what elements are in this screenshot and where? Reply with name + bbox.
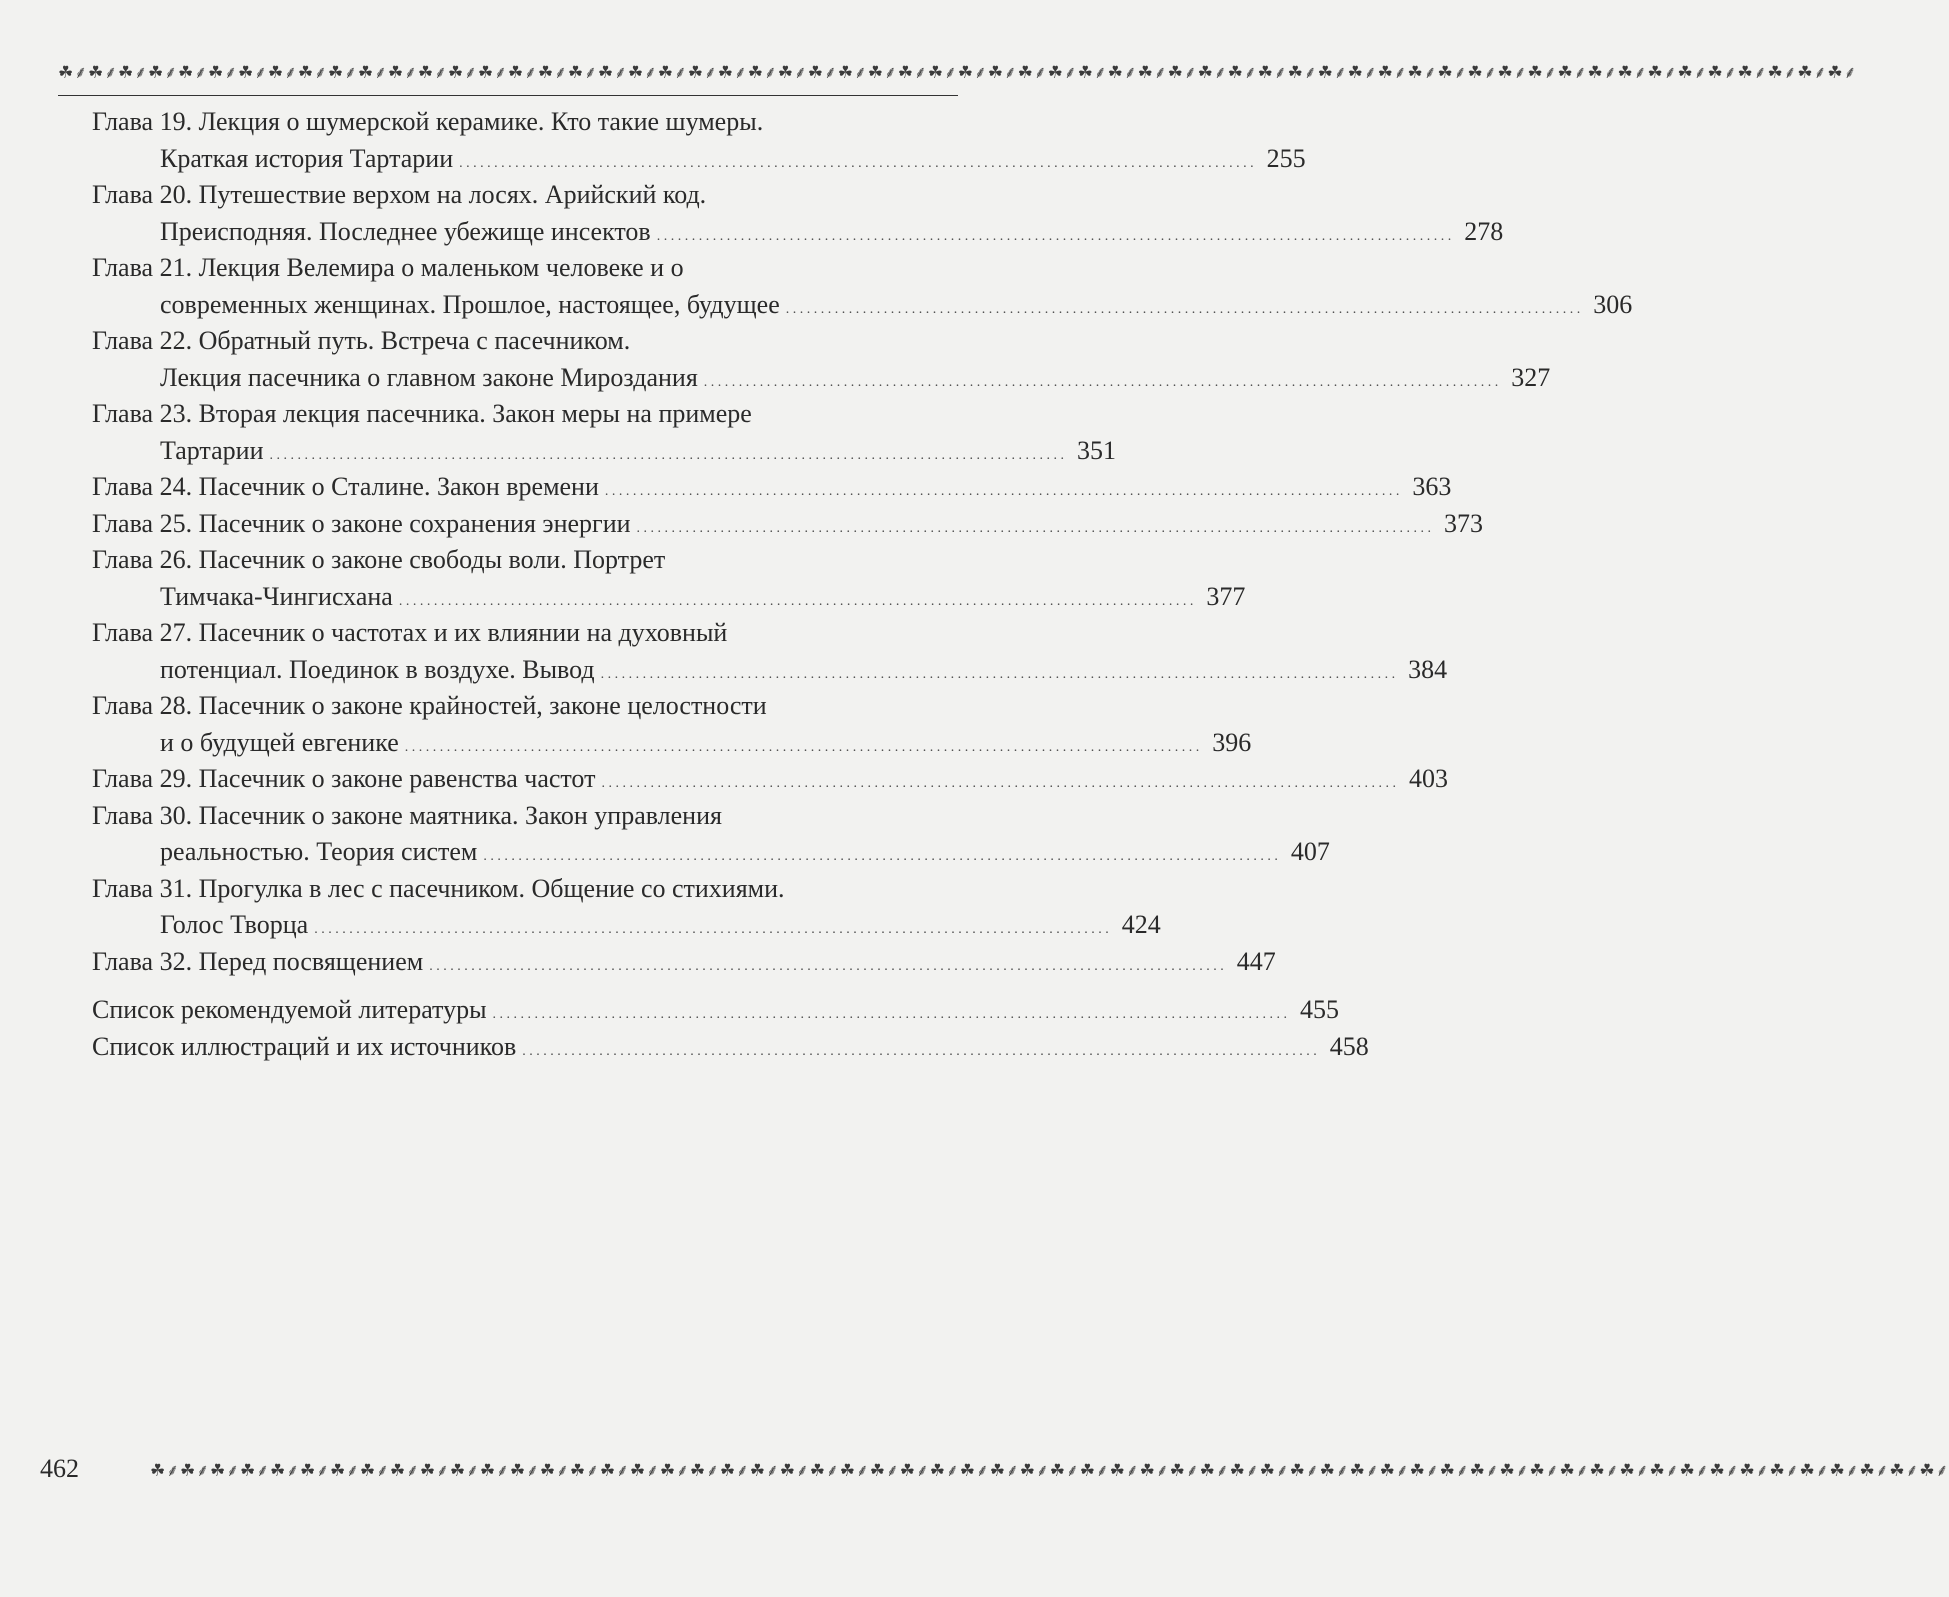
toc-line-final [92,992,1340,1029]
toc-line [92,615,947,652]
toc-page-number: 407 [1290,837,1330,866]
toc-line-final [92,214,1504,251]
toc-entry [92,798,1330,871]
page-number: 462 [40,1454,79,1483]
toc-entry-text: Глава 22. Обратный путь. Встреча с пасечником. [92,326,631,355]
toc-page-number: 351 [1076,435,1116,465]
toc-page-number: 377 [1206,581,1246,611]
toc-entry-text: Глава 24. Пасечник о Сталине. Закон времени [92,472,599,501]
toc-entry-text: и о будущей евгенике [160,727,399,757]
toc-page-number: 403 [1408,764,1448,793]
toc-line [92,177,947,214]
dot-leader [429,944,1224,986]
top-ornament-border: ☘⸙☘⸙☘⸙☘⸙☘⸙☘⸙☘⸙☘⸙☘⸙☘⸙☘⸙☘⸙☘⸙☘⸙☘⸙☘⸙☘⸙☘⸙☘⸙☘⸙☘⸙☘⸙☘⸙☘⸙☘⸙☘⸙☘⸙☘⸙☘⸙☘⸙☘⸙☘⸙☘⸙☘⸙☘⸙☘⸙☘⸙☘⸙☘⸙☘⸙☘⸙☘⸙☘⸙☘⸙☘⸙☘⸙☘⸙☘⸙☘⸙☘⸙☘⸙☘⸙☘⸙☘⸙☘⸙☘⸙☘⸙☘⸙☘⸙☘⸙ [58,63,1858,82]
toc-page-number: 424 [1121,910,1161,939]
toc-line-final [92,287,1633,324]
toc-line-final [92,469,1452,506]
toc-entry [92,761,1448,798]
toc-entry-text: Тимчака-Чингисхана [160,581,393,611]
toc-entry [92,396,1116,469]
toc-entry [92,615,1448,688]
toc-line-final [92,433,1116,470]
toc-line-final [92,834,1330,871]
dot-leader [399,579,1194,621]
toc-entry [92,944,1276,981]
toc-entry-text: Преисподняя. Последнее убежище инсектов [160,216,651,246]
bottom-ornament-border: ☘⸙☘⸙☘⸙☘⸙☘⸙☘⸙☘⸙☘⸙☘⸙☘⸙☘⸙☘⸙☘⸙☘⸙☘⸙☘⸙☘⸙☘⸙☘⸙☘⸙☘⸙☘⸙☘⸙☘⸙☘⸙☘⸙☘⸙☘⸙☘⸙☘⸙☘⸙☘⸙☘⸙☘⸙☘⸙☘⸙☘⸙☘⸙☘⸙☘⸙☘⸙☘⸙☘⸙☘⸙☘⸙☘⸙☘⸙☘⸙☘⸙☘⸙☘⸙☘⸙☘⸙☘⸙☘⸙☘⸙☘⸙☘⸙☘⸙☘⸙ [150,1461,1949,1480]
dot-leader [637,506,1432,548]
toc-entry [92,688,1252,761]
toc-line-final [92,652,1448,689]
dot-leader [493,992,1288,1034]
toc-line [92,871,947,908]
toc-entry-text: Глава 31. Прогулка в лес с пасечником. Общение со стихиями. [92,873,785,903]
toc-entry-text: современных женщинах. Прошлое, настоящее, будущее [160,289,780,319]
toc-entry-text: Глава 21. Лекция Велемира о маленьком человеке и о [92,253,684,282]
toc-entry [92,871,1161,944]
toc-entry [92,542,1246,615]
toc-entry-text: Глава 20. Путешествие верхом на лосях. Арийский код. [92,180,707,209]
dot-leader [786,287,1581,329]
toc-page-number: 278 [1464,216,1504,246]
toc-entry-text: реальностью. Теория систем [160,837,478,866]
toc-appendix-entry [92,992,1340,1029]
dot-leader [269,433,1064,475]
toc-entry-text: Глава 26. Пасечник о законе свободы воли. Портрет [92,545,666,574]
dot-leader [459,141,1254,183]
toc-entry [92,250,1633,323]
toc-entry-text: Список рекомендуемой литературы [92,995,487,1024]
toc-page-number: 396 [1212,727,1252,757]
toc-line [92,688,947,725]
toc-line-final [92,761,1448,798]
toc-page-number: 306 [1593,289,1633,319]
toc-entry-text: Глава 32. Перед посвящением [92,946,424,976]
toc-entry-text: Глава 25. Пасечник о законе сохранения энергии [92,508,631,538]
toc-page-number: 363 [1412,472,1452,501]
toc-line-final [92,1029,1369,1066]
dot-leader [314,907,1109,949]
toc-page-number: 455 [1300,995,1340,1024]
toc-entry-text: Глава 29. Пасечник о законе равенства частот [92,764,596,793]
dot-leader [483,834,1278,876]
toc-entry-text: Глава 23. Вторая лекция пасечника. Закон меры на примере [92,399,752,428]
toc-line-final [92,141,1306,178]
toc-line [92,396,947,433]
toc-entry [92,506,1484,543]
dot-leader [405,725,1200,767]
toc-line-final [92,944,1276,981]
toc-entry-text: Лекция пасечника о главном законе Мироздания [160,362,698,392]
toc-entry-text: Глава 27. Пасечник о частотах и их влиянии на духовный [92,618,728,647]
toc-appendix-entry [92,1029,1369,1066]
toc-page-number: 458 [1329,1031,1369,1061]
toc-entry [92,177,1504,250]
toc-page-number: 255 [1266,143,1306,173]
dot-leader [605,469,1400,511]
dot-leader [657,214,1452,256]
toc-entry-text: Тартарии [160,435,264,465]
toc-line [92,104,947,141]
dot-leader [522,1029,1317,1071]
toc-entry [92,323,1551,396]
header-rule [58,95,958,96]
toc-line [92,323,947,360]
toc-entry-text: потенциал. Поединок в воздухе. Вывод [160,654,595,684]
toc-entry-text: Глава 19. Лекция о шумерской керамике. Кто такие шумеры. [92,107,764,136]
dot-leader [601,761,1396,803]
toc-entry-text: Краткая история Тартарии [160,143,454,173]
toc-entry [92,469,1452,506]
toc-line [92,542,947,579]
dot-leader [704,360,1499,402]
toc-entry [92,104,1306,177]
toc-line [92,798,947,835]
toc-line-final [92,360,1551,397]
toc-line [92,250,947,287]
toc-page-number: 327 [1511,362,1551,392]
toc-line-final [92,506,1484,543]
dot-leader [601,652,1396,694]
toc-entry-text: Список иллюстраций и их источников [92,1031,517,1061]
toc-line-final [92,907,1161,944]
toc-page-number: 447 [1236,946,1276,976]
toc-entry-text: Глава 28. Пасечник о законе крайностей, законе целостности [92,691,767,720]
toc-entry-text: Глава 30. Пасечник о законе маятника. Закон управления [92,800,722,830]
table-of-contents [92,104,1633,1065]
toc-line-final [92,725,1252,762]
toc-page-number: 373 [1444,508,1484,538]
toc-entry-text: Голос Творца [160,910,309,939]
toc-page-number: 384 [1408,654,1448,684]
toc-line-final [92,579,1246,616]
